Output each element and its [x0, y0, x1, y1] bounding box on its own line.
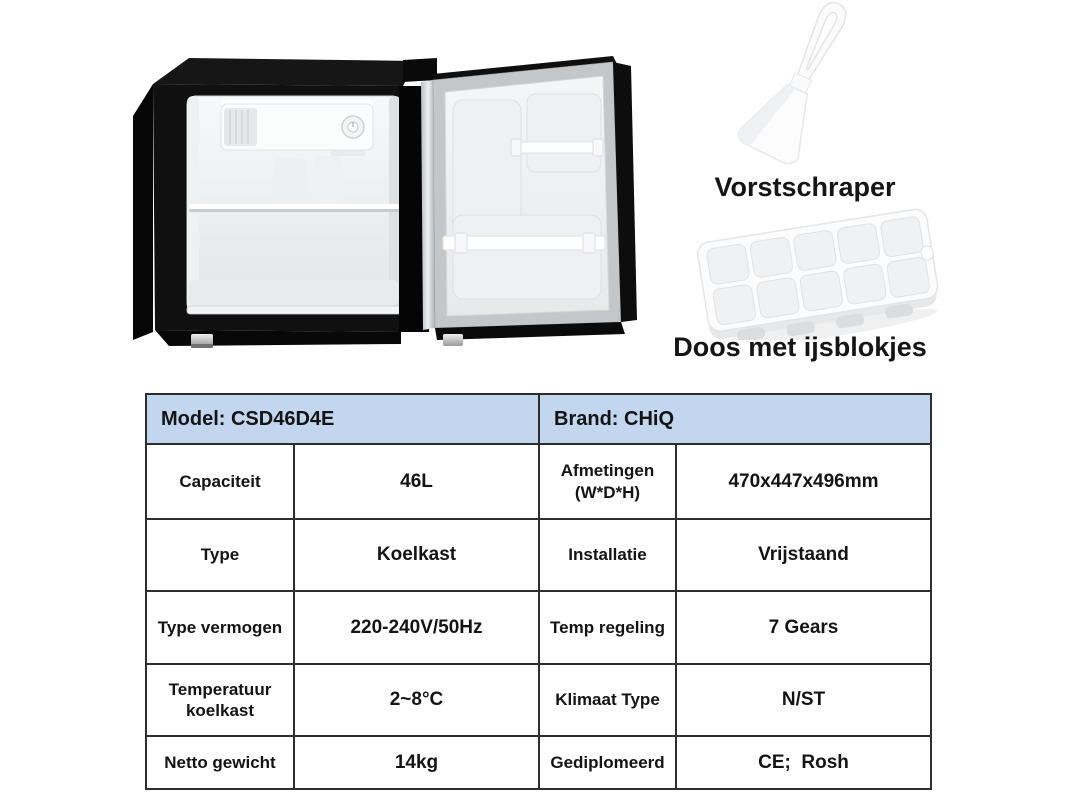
mini-fridge-photo [125, 38, 665, 373]
table-row [146, 444, 931, 519]
spec-value-installatie: Vrijstaand [676, 519, 931, 591]
spec-value-afmetingen: 470x447x496mm [676, 444, 931, 519]
spec-label-gediplomeerd: Gediplomeerd [539, 736, 676, 789]
spec-value-klimaat-type: N/ST [676, 664, 931, 736]
spec-label-klimaat-type: Klimaat Type [539, 664, 676, 736]
spec-value-type-vermogen: 220-240V/50Hz [294, 591, 539, 664]
table-row [146, 664, 931, 736]
spec-value-temperatuur-koelkast: 2~8°C [294, 664, 539, 736]
ice-cube-tray-icon [680, 200, 940, 340]
fridge-shelf [189, 204, 399, 209]
fridge-cabinet [133, 58, 437, 348]
spec-label-netto-gewicht: Netto gewicht [146, 736, 294, 789]
spec-label-afmetingen: Afmetingen (W*D*H) [539, 444, 676, 519]
spec-header-brand: Brand: CHiQ [539, 394, 931, 444]
spec-value-gediplomeerd: CE; Rosh [676, 736, 931, 789]
spec-table [145, 393, 932, 790]
table-row [146, 736, 931, 789]
spec-label-temp-regeling: Temp regeling [539, 591, 676, 664]
spec-value-temp-regeling: 7 Gears [676, 591, 931, 664]
ice-scraper-label: Vorstschraper [714, 172, 896, 202]
spec-value-capaciteit: 46L [294, 444, 539, 519]
ice-cube-tray-label: Doos met ijsblokjes [673, 332, 927, 362]
spec-label-type-vermogen: Type vermogen [146, 591, 294, 664]
ice-scraper-icon [735, 0, 920, 178]
table-row [146, 519, 931, 591]
table-row [146, 591, 931, 664]
door-foot [443, 334, 463, 346]
spec-value-type: Koelkast [294, 519, 539, 591]
spec-label-type: Type [146, 519, 294, 591]
spec-header-row [146, 394, 931, 444]
spec-label-temperatuur-koelkast: Temperatuur koelkast [146, 664, 294, 736]
spec-label-installatie: Installatie [539, 519, 676, 591]
fridge-open-door [399, 56, 637, 346]
door-shelf-rail-small [511, 142, 603, 153]
spec-label-capaciteit: Capaciteit [146, 444, 294, 519]
spec-value-netto-gewicht: 14kg [294, 736, 539, 789]
spec-header-model: Model: CSD46D4E [146, 394, 539, 444]
